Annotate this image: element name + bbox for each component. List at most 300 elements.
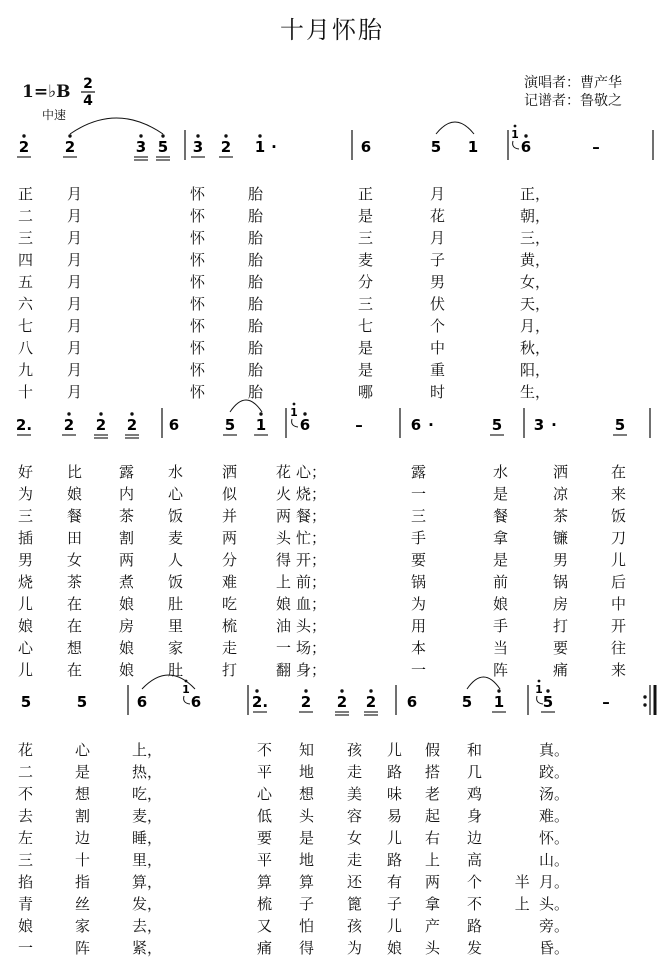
lyric-syllable: 露 xyxy=(119,463,135,481)
lyric-syllable: 得 xyxy=(299,939,315,957)
octave-dot xyxy=(22,134,25,137)
lyric-syllable: 是 xyxy=(493,485,509,503)
lyric-syllable: 里， xyxy=(132,851,163,869)
lyric-syllable: 指 xyxy=(75,873,91,891)
note: 2. xyxy=(15,416,33,434)
lyric-syllable: 怀 xyxy=(190,229,206,247)
lyric-syllable: 平 xyxy=(257,763,273,781)
song-title: 十月怀胎 xyxy=(280,16,384,44)
note: – xyxy=(592,138,600,156)
lyric-syllable: 十 xyxy=(75,851,91,869)
lyric-syllable: 要 xyxy=(411,551,427,569)
lyric-syllable: 水 xyxy=(168,463,184,481)
lyric-syllable: 两 xyxy=(119,551,135,569)
lyric-syllable: 三 xyxy=(358,229,374,247)
lyric-syllable: 后 xyxy=(611,573,627,591)
lyric-syllable: 路 xyxy=(387,763,403,781)
lyric-syllable: 里 xyxy=(168,617,184,635)
lyric-syllable: 怀 xyxy=(190,383,206,401)
lyric-syllable: 要 xyxy=(257,829,273,847)
lyric-syllable: 往 xyxy=(611,639,627,657)
note: · xyxy=(428,416,434,434)
lyric-syllable: 房 xyxy=(553,595,569,613)
lyric-syllable: 产 xyxy=(425,917,441,935)
lyric-syllable: 味 xyxy=(387,785,403,803)
lyric-syllable: 翻 xyxy=(276,661,292,679)
lyric-syllable: 分 xyxy=(222,551,238,569)
lyric-syllable: 饭 xyxy=(168,507,184,525)
grace-note: 1 xyxy=(182,683,190,696)
lyric-syllable: 路 xyxy=(467,917,483,935)
lyric-syllable: 个 半 xyxy=(467,873,544,891)
lyric-syllable: 在 xyxy=(67,595,83,613)
note: 5 xyxy=(430,138,442,156)
lyric-syllable: 月 xyxy=(430,229,446,247)
lyric-syllable: 在 xyxy=(67,617,83,635)
lyric-syllable: 开 xyxy=(611,617,627,635)
lyric-syllable: 天， xyxy=(520,295,551,313)
lyric-syllable: 十 xyxy=(18,383,34,401)
lyric-syllable: 地 xyxy=(299,851,315,869)
tempo-marking: 中速 xyxy=(42,108,67,122)
lyric-syllable: 茶 xyxy=(119,507,135,525)
lyric-syllable: 子 xyxy=(387,895,403,913)
note: 1 xyxy=(493,693,505,711)
lyric-syllable: 头； xyxy=(296,617,327,635)
lyric-syllable: 割 xyxy=(75,807,91,825)
lyric-syllable: 时 xyxy=(430,383,446,401)
lyric-syllable: 儿 xyxy=(611,551,627,569)
lyric-syllable: 九 xyxy=(18,361,34,379)
note: 2. xyxy=(251,693,269,711)
lyric-syllable: 山。 xyxy=(539,851,570,869)
lyric-syllable: 伏 xyxy=(430,295,446,313)
lyric-syllable: 重 xyxy=(430,361,446,379)
lyric-syllable: 怀 xyxy=(190,361,206,379)
lyric-syllable: 生， xyxy=(520,383,551,401)
lyric-syllable: 怀。 xyxy=(539,829,570,847)
octave-dot xyxy=(130,412,133,415)
lyric-syllable: 不 xyxy=(257,741,273,759)
lyric-syllable: 梳 xyxy=(257,895,273,913)
lyric-syllable: 月 xyxy=(67,207,83,225)
octave-dot xyxy=(67,412,70,415)
lyric-syllable: 月 xyxy=(67,251,83,269)
lyric-syllable: 儿 xyxy=(387,917,403,935)
lyric-syllable: 想 xyxy=(299,785,315,803)
lyric-syllable: 去 xyxy=(18,807,34,825)
octave-dot xyxy=(293,403,296,406)
singer-credit: 演唱者：曹产华 xyxy=(524,75,622,91)
lyric-syllable: 想 xyxy=(67,639,83,657)
lyric-syllable: 八 xyxy=(18,339,34,357)
lyric-syllable: 正 xyxy=(358,185,374,203)
lyric-syllable: 一 xyxy=(276,639,292,657)
lyric-syllable: 月 xyxy=(67,295,83,313)
lyric-syllable: 肚 xyxy=(168,661,184,679)
lyric-syllable: 割 xyxy=(119,529,135,547)
lyric-syllable: 算 xyxy=(299,873,315,891)
lyric-syllable: 女 xyxy=(67,551,83,569)
note: 5 xyxy=(20,693,32,711)
octave-dot xyxy=(258,134,261,137)
lyric-syllable: 当 xyxy=(493,639,509,657)
lyric-syllable: 右 xyxy=(425,829,441,847)
lyric-syllable: 拿 xyxy=(493,529,509,547)
lyric-syllable: 儿 xyxy=(18,661,34,679)
lyric-syllable: 娘 xyxy=(119,661,135,679)
lyric-syllable: 月 xyxy=(67,317,83,335)
octave-dot xyxy=(524,134,527,137)
lyric-syllable: 娘 xyxy=(67,485,83,503)
lyric-syllable: 在 xyxy=(67,661,83,679)
lyric-syllable: 走 xyxy=(347,851,363,869)
lyric-syllable: 月 xyxy=(67,185,83,203)
lyric-syllable: 睡， xyxy=(132,829,163,847)
note: 3 xyxy=(192,138,204,156)
note: · xyxy=(551,416,557,434)
grace-slur xyxy=(292,419,298,427)
lyric-syllable: 心 xyxy=(75,741,91,759)
lyric-syllable: 吃 xyxy=(222,595,238,613)
octave-dot xyxy=(538,680,541,683)
lyric-syllable: 痛 xyxy=(257,939,273,957)
lyric-syllable: 吃， xyxy=(132,785,163,803)
lyric-syllable: 用 xyxy=(411,617,427,635)
svg-text:4: 4 xyxy=(83,93,93,108)
lyric-syllable: 上， xyxy=(132,741,163,759)
repeat-dot xyxy=(643,703,646,706)
note: 2 xyxy=(300,693,312,711)
lyric-syllable: 美 xyxy=(347,785,363,803)
lyric-syllable: 头 xyxy=(425,939,441,957)
note: 5 xyxy=(157,138,169,156)
lyric-syllable: 胎 xyxy=(248,229,264,247)
lyric-syllable: 胎 xyxy=(248,339,264,357)
note: 5 xyxy=(542,693,554,711)
lyric-syllable: 容 xyxy=(347,807,363,825)
lyric-syllable: 梳 xyxy=(222,617,238,635)
lyric-syllable: 热， xyxy=(132,763,163,781)
note: 2 xyxy=(365,693,377,711)
lyric-syllable: 插 xyxy=(18,529,34,547)
lyric-syllable: 跤。 xyxy=(539,763,570,781)
lyric-syllable: 凉 xyxy=(553,485,569,503)
lyric-syllable: 胎 xyxy=(248,251,264,269)
lyric-syllable: 烧； xyxy=(296,485,327,503)
lyric-syllable: 月。 xyxy=(539,873,570,891)
note: 2 xyxy=(220,138,232,156)
lyric-syllable: 五 xyxy=(18,273,34,291)
lyric-syllable: 边 xyxy=(75,829,91,847)
lyric-syllable: 内 xyxy=(119,485,135,503)
lyric-syllable: 洒 xyxy=(553,463,569,481)
lyric-syllable: 家 xyxy=(168,639,184,657)
lyric-syllable: 身 xyxy=(467,807,483,825)
octave-dot xyxy=(224,134,227,137)
lyric-syllable: 六 xyxy=(18,295,34,313)
lyric-syllable: 身； xyxy=(296,661,327,679)
lyric-syllable: 打 xyxy=(222,661,238,679)
lyric-syllable: 两 xyxy=(425,873,441,891)
lyric-syllable: 餐 xyxy=(67,507,83,525)
octave-dot xyxy=(185,680,188,683)
note: 2 xyxy=(126,416,138,434)
lyric-syllable: 鸡 xyxy=(467,785,483,803)
lyric-syllable: 是 xyxy=(493,551,509,569)
lyric-syllable: 丝 xyxy=(75,895,91,913)
lyric-syllable: 去， xyxy=(132,917,163,935)
lyric-syllable: 边 xyxy=(467,829,483,847)
lyric-syllable: 算， xyxy=(132,873,163,891)
note: 5 xyxy=(614,416,626,434)
lyric-syllable: 娘 xyxy=(119,639,135,657)
lyric-syllable: 算 xyxy=(257,873,273,891)
lyric-syllable: 煮 xyxy=(119,573,135,591)
lyric-syllable: 得 xyxy=(276,551,292,569)
lyric-syllable: 紧， xyxy=(132,939,163,957)
lyric-syllable: 洒 xyxy=(222,463,238,481)
lyric-syllable: 阵 xyxy=(493,661,509,679)
note: 6 xyxy=(360,138,372,156)
grace-note: 1 xyxy=(290,406,298,419)
lyric-syllable: 露 xyxy=(411,463,427,481)
lyric-syllable: 中 xyxy=(611,595,627,613)
lyric-syllable: 心 xyxy=(257,785,273,803)
lyric-syllable: 饭 xyxy=(611,507,627,525)
lyric-syllable: 四 xyxy=(18,251,34,269)
lyric-syllable: 不 xyxy=(18,785,34,803)
lyric-syllable: 和 xyxy=(467,741,483,759)
lyric-syllable: 一 xyxy=(411,661,427,679)
note: 6 xyxy=(136,693,148,711)
lyric-syllable: 掐 xyxy=(18,873,34,891)
lyric-syllable: 前 xyxy=(493,573,509,591)
lyric-syllable: 阳， xyxy=(520,361,551,379)
lyric-syllable: 似 xyxy=(222,485,238,503)
lyric-syllable: 来 xyxy=(611,661,627,679)
grace-slur xyxy=(184,696,190,704)
tie xyxy=(70,118,163,134)
lyric-syllable: 七 xyxy=(358,317,374,335)
lyric-syllable: 一 xyxy=(18,939,34,957)
lyric-syllable: 月 xyxy=(67,339,83,357)
lyric-syllable: 搭 xyxy=(425,763,441,781)
note: 2 xyxy=(336,693,348,711)
lyric-syllable: 篦 xyxy=(347,895,363,913)
lyric-syllable: 月 xyxy=(67,361,83,379)
lyric-syllable: 本 xyxy=(411,639,427,657)
lyric-syllable: 胎 xyxy=(248,273,264,291)
lyric-syllable: 一 xyxy=(411,485,427,503)
lyric-syllable: 发， xyxy=(132,895,163,913)
lyric-syllable: 走 xyxy=(347,763,363,781)
lyric-syllable: 走 xyxy=(222,639,238,657)
lyric-syllable: 麦， xyxy=(132,807,163,825)
note: 5 xyxy=(76,693,88,711)
lyric-syllable: 头 xyxy=(276,529,292,547)
lyric-syllable: 怀 xyxy=(190,273,206,291)
lyric-syllable: 房 xyxy=(119,617,135,635)
lyric-syllable: 镰 xyxy=(553,529,569,547)
lyric-syllable: 娘 xyxy=(18,617,34,635)
lyric-syllable: 三 xyxy=(18,851,34,869)
lyric-syllable: 个 xyxy=(430,317,446,335)
lyric-syllable: 不 上 xyxy=(467,895,544,913)
octave-dot xyxy=(340,689,343,692)
key-signature: 1=♭B xyxy=(22,82,71,102)
note: 2 xyxy=(63,416,75,434)
lyric-syllable: 怀 xyxy=(190,317,206,335)
lyric-syllable: 黄， xyxy=(520,251,551,269)
note: 6 xyxy=(168,416,180,434)
lyric-syllable: 娘 xyxy=(119,595,135,613)
octave-dot xyxy=(161,134,164,137)
lyric-syllable: 左 xyxy=(18,829,34,847)
lyric-syllable: 想 xyxy=(75,785,91,803)
lyric-syllable: 忙； xyxy=(296,529,327,547)
lyric-syllable: 子 xyxy=(430,251,446,269)
lyric-syllable: 花 xyxy=(18,741,34,759)
note: – xyxy=(602,693,610,711)
lyric-syllable: 心； xyxy=(296,463,327,481)
lyric-syllable: 怀 xyxy=(190,251,206,269)
note: 2 xyxy=(95,416,107,434)
note: 1 xyxy=(467,138,479,156)
lyric-syllable: 烧 xyxy=(18,573,34,591)
lyric-syllable: 平 xyxy=(257,851,273,869)
lyric-syllable: 子 xyxy=(299,895,315,913)
lyric-syllable: 分 xyxy=(358,273,374,291)
lyric-syllable: 还 xyxy=(347,873,363,891)
lyric-syllable: 难 xyxy=(222,573,238,591)
lyric-syllable: 是 xyxy=(299,829,315,847)
lyric-syllable: 胎 xyxy=(248,361,264,379)
note: 6 xyxy=(299,416,311,434)
note: 5 xyxy=(224,416,236,434)
note: 6 xyxy=(410,416,422,434)
lyric-syllable: 心 xyxy=(168,485,184,503)
lyric-syllable: 娘 xyxy=(493,595,509,613)
lyric-syllable: 要 xyxy=(553,639,569,657)
lyric-syllable: 孩 xyxy=(347,741,363,759)
transcriber-credit: 记谱者：鲁敬之 xyxy=(524,93,622,109)
grace-note: 1 xyxy=(535,683,543,696)
lyric-syllable: 高 xyxy=(467,851,483,869)
lyric-syllable: 水 xyxy=(493,463,509,481)
lyric-syllable: 餐 xyxy=(493,507,509,525)
octave-dot xyxy=(304,689,307,692)
lyric-syllable: 在 xyxy=(611,463,627,481)
lyric-syllable: 二 xyxy=(18,763,34,781)
octave-dot xyxy=(497,689,500,692)
lyric-syllable: 为 xyxy=(18,485,34,503)
lyric-syllable: 阵 xyxy=(75,939,91,957)
lyric-syllable: 二 xyxy=(18,207,34,225)
lyric-syllable: 儿 xyxy=(18,595,34,613)
lyric-syllable: 麦 xyxy=(358,251,374,269)
lyric-syllable: 秋， xyxy=(520,339,551,357)
lyric-syllable: 有 xyxy=(387,873,403,891)
note: 5 xyxy=(491,416,503,434)
octave-dot xyxy=(369,689,372,692)
lyric-syllable: 怀 xyxy=(190,339,206,357)
note: 1 xyxy=(254,138,266,156)
lyric-syllable: 怀 xyxy=(190,185,206,203)
lyric-syllable: 场； xyxy=(296,639,327,657)
lyric-syllable: 前； xyxy=(296,573,327,591)
lyric-syllable: 茶 xyxy=(553,507,569,525)
lyric-syllable: 三 xyxy=(18,507,34,525)
lyric-syllable: 正， xyxy=(520,185,551,203)
lyric-syllable: 锅 xyxy=(411,573,427,591)
grace-slur xyxy=(513,141,519,149)
note: – xyxy=(355,416,363,434)
note: 6 xyxy=(190,693,202,711)
lyric-syllable: 月 xyxy=(67,229,83,247)
octave-dot xyxy=(259,412,262,415)
lyric-syllable: 易 xyxy=(387,807,403,825)
lyric-syllable: 胎 xyxy=(248,383,264,401)
lyric-syllable: 是 xyxy=(75,763,91,781)
note: · xyxy=(271,138,277,156)
note: 2 xyxy=(64,138,76,156)
octave-dot xyxy=(546,689,549,692)
note: 3 xyxy=(135,138,147,156)
lyric-syllable: 刀 xyxy=(611,529,627,547)
lyric-syllable: 并 xyxy=(222,507,238,525)
lyric-syllable: 老 xyxy=(425,785,441,803)
note: 1 xyxy=(255,416,267,434)
lyric-syllable: 又 xyxy=(257,917,273,935)
lyric-syllable: 拿 xyxy=(425,895,441,913)
lyric-syllable: 是 xyxy=(358,361,374,379)
lyric-syllable: 为 xyxy=(347,939,363,957)
octave-dot xyxy=(99,412,102,415)
lyric-syllable: 头 xyxy=(299,807,315,825)
lyric-syllable: 油 xyxy=(276,617,292,635)
octave-dot xyxy=(303,412,306,415)
lyric-syllable: 地 xyxy=(299,763,315,781)
lyric-syllable: 中 xyxy=(430,339,446,357)
lyric-syllable: 三， xyxy=(520,229,551,247)
lyric-syllable: 女 xyxy=(347,829,363,847)
lyric-syllable: 为 xyxy=(411,595,427,613)
lyric-syllable: 正 xyxy=(18,185,34,203)
lyric-syllable: 路 xyxy=(387,851,403,869)
octave-dot xyxy=(255,689,258,692)
lyric-syllable: 上 xyxy=(425,851,441,869)
lyric-syllable: 茶 xyxy=(67,573,83,591)
lyric-syllable: 假 xyxy=(425,741,441,759)
lyric-syllable: 发 xyxy=(467,939,483,957)
lyric-syllable: 月 xyxy=(67,383,83,401)
lyric-syllable: 胎 xyxy=(248,185,264,203)
lyric-syllable: 打 xyxy=(553,617,569,635)
lyric-syllable: 锅 xyxy=(553,573,569,591)
lyric-syllable: 胎 xyxy=(248,295,264,313)
lyric-syllable: 青 xyxy=(18,895,34,913)
lyric-syllable: 娘 xyxy=(387,939,403,957)
lyric-syllable: 三 xyxy=(18,229,34,247)
note: 6 xyxy=(520,138,532,156)
lyric-syllable: 火 xyxy=(276,485,292,503)
lyric-syllable: 男 xyxy=(430,273,446,291)
lyric-syllable: 昏。 xyxy=(539,939,570,957)
lyric-syllable: 手 xyxy=(493,617,509,635)
lyric-syllable: 真。 xyxy=(539,741,570,759)
lyric-syllable: 知 xyxy=(299,741,315,759)
